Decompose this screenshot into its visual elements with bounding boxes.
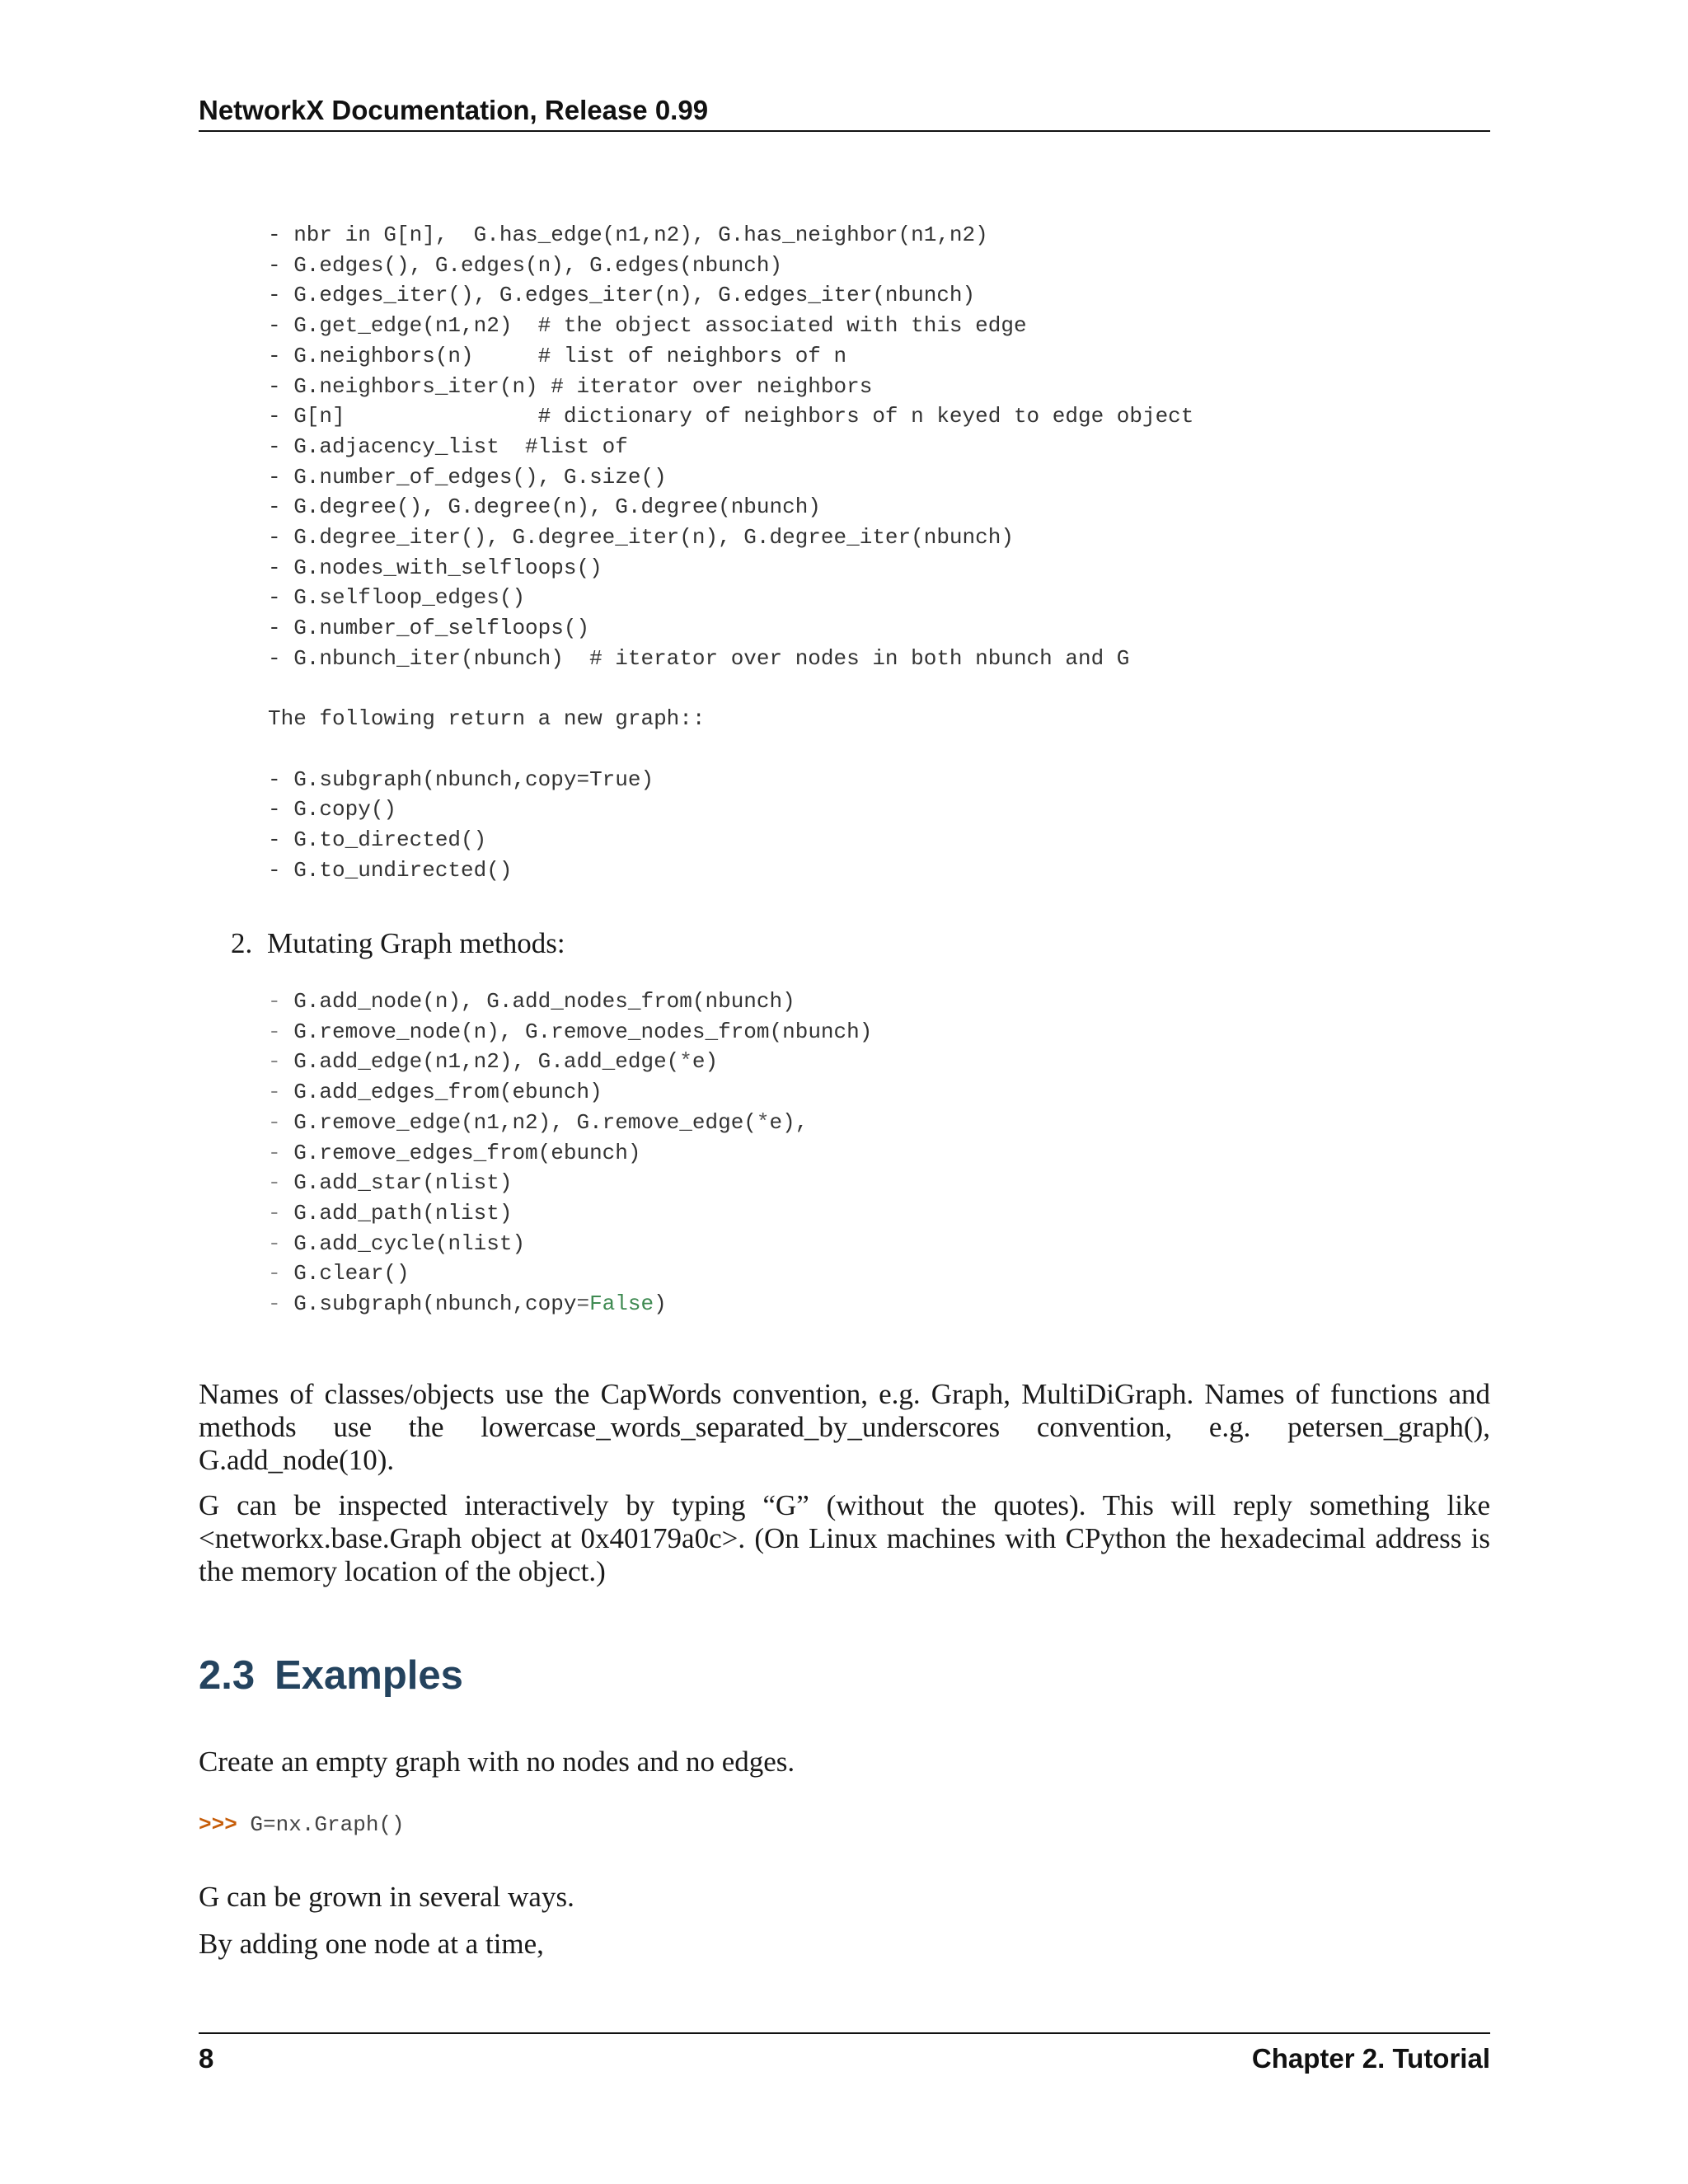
code-line (268, 1201, 512, 1226)
code-text: G.add_path(nlist) (280, 1200, 513, 1226)
code-line: - G.nodes_with_selfloops() (268, 555, 603, 580)
code-dash: - (268, 1200, 281, 1226)
code-operator: * (679, 1049, 692, 1075)
doctest-code: G=nx.Graph() (237, 1812, 405, 1837)
code-text: ) (654, 1291, 667, 1317)
code-line: - G[n] # dictionary of neighbors of n keyed to edge object (268, 404, 1194, 429)
code-dash: - (268, 1109, 281, 1135)
code-text: G.add_edge(n1,n2), G.add_edge( (280, 1049, 680, 1075)
list-item-number: 2. (231, 927, 253, 959)
code-line: - G.number_of_edges(), G.size() (268, 464, 667, 490)
code-line: - G.selfloop_edges() (268, 585, 526, 611)
code-line (268, 1019, 872, 1044)
code-line: The following return a new graph:: (268, 706, 706, 732)
code-dash: - (268, 1291, 281, 1317)
code-dash: - (268, 1080, 281, 1105)
code-line (268, 1261, 410, 1286)
code-line: - G.neighbors(n) # list of neighbors of n (268, 343, 847, 368)
code-line: - G.copy() (268, 797, 397, 823)
code-line: - G.number_of_selfloops() (268, 616, 590, 641)
code-text: e), (769, 1109, 809, 1135)
doctest-line (199, 1810, 405, 1840)
code-line: - G.neighbors_iter(n) # iterator over neighbors (268, 373, 873, 399)
code-line (268, 989, 795, 1014)
section-title-text: Examples (274, 1653, 463, 1698)
paragraph-add-node: By adding one node at a time, (199, 1928, 544, 1960)
code-line: - G.get_edge(n1,n2) # the object associated with this edge (268, 313, 1027, 339)
code-line (268, 1231, 525, 1256)
code-operator: = (576, 1291, 590, 1317)
code-line: - G.degree(), G.degree(n), G.degree(nbunch) (268, 494, 821, 520)
section-heading (199, 1649, 463, 1702)
paragraph-naming-conventions: Names of classes/objects use the CapWords convention, e.g. Graph, MultiDiGraph. Names of functions and methods use the lowercase_words_separated_by_underscores convention, e.g. petersen_graph(), G.add_node(10). (199, 1378, 1490, 1476)
running-footer (199, 2041, 1490, 2077)
code-line: - G.edges_iter(), G.edges_iter(n), G.edges_iter(nbunch) (268, 283, 976, 308)
code-text: G.remove_edge(n1,n2), G.remove_edge( (280, 1109, 757, 1135)
doctest-prompt: >>> (199, 1812, 237, 1837)
code-block-mutating-methods (268, 987, 872, 1319)
code-dash: - (268, 1261, 281, 1286)
paragraph-create-empty-graph: Create an empty graph with no nodes and no edges. (199, 1746, 795, 1778)
code-line: - G.edges(), G.edges(n), G.edges(nbunch) (268, 252, 783, 278)
code-line: - G.adjacency_list #list of (268, 434, 628, 459)
code-line: - G.to_undirected() (268, 857, 513, 883)
code-block-graph-methods (268, 220, 1193, 885)
section-number: 2.3 (199, 1653, 256, 1698)
code-text: G.add_cycle(nlist) (280, 1230, 526, 1256)
code-keyword: False (589, 1291, 654, 1317)
paragraph-inspect-graph: G can be inspected interactively by typing “G” (without the quotes). This will reply something like <networkx.base.Graph object at 0x40179a0c>. (On Linux machines with CPython the hexadecimal address is the memory location of the object.) (199, 1489, 1490, 1587)
code-dash: - (268, 1019, 281, 1044)
code-dash: - (268, 1170, 281, 1196)
code-line (268, 1141, 640, 1165)
list-item-label: Mutating Graph methods: (267, 927, 565, 959)
paragraph-grow-graph: G can be grown in several ways. (199, 1881, 574, 1913)
code-line (268, 1049, 718, 1074)
code-dash: - (268, 989, 281, 1014)
code-dash: - (268, 1049, 281, 1075)
code-text: G.add_node(n), G.add_nodes_from(nbunch) (280, 989, 795, 1014)
list-item-mutating-methods (231, 924, 565, 963)
code-line: - nbr in G[n], G.has_edge(n1,n2), G.has_neighbor(n1,n2) (268, 223, 988, 247)
chapter-label: Chapter 2. Tutorial (1251, 2043, 1490, 2074)
code-text: G.clear() (280, 1261, 410, 1286)
code-text: G.remove_node(n), G.remove_nodes_from(nbunch) (280, 1019, 873, 1044)
page-number: 8 (199, 2043, 214, 2074)
code-line: - G.subgraph(nbunch,copy=True) (268, 766, 654, 792)
code-line: - G.nbunch_iter(nbunch) # iterator over nodes in both nbunch and G (268, 645, 1130, 671)
code-line: - G.to_directed() (268, 827, 487, 853)
code-dash: - (268, 1230, 281, 1256)
header-rule (199, 130, 1490, 132)
code-line (268, 1080, 603, 1104)
code-line: - G.degree_iter(), G.degree_iter(n), G.degree_iter(nbunch) (268, 525, 1014, 551)
running-header: NetworkX Documentation, Release 0.99 (199, 95, 709, 125)
code-line (268, 1291, 667, 1316)
code-text: G.remove_edges_from(ebunch) (280, 1140, 641, 1165)
code-text: G.subgraph(nbunch,copy (280, 1291, 577, 1317)
code-text: e) (692, 1049, 719, 1075)
code-dash: - (268, 1140, 281, 1165)
code-line (268, 1110, 808, 1135)
code-line (268, 1170, 512, 1195)
footer-rule (199, 2032, 1490, 2034)
code-operator: * (756, 1109, 770, 1135)
code-text: G.add_star(nlist) (280, 1170, 513, 1196)
code-text: G.add_edges_from(ebunch) (280, 1080, 603, 1105)
